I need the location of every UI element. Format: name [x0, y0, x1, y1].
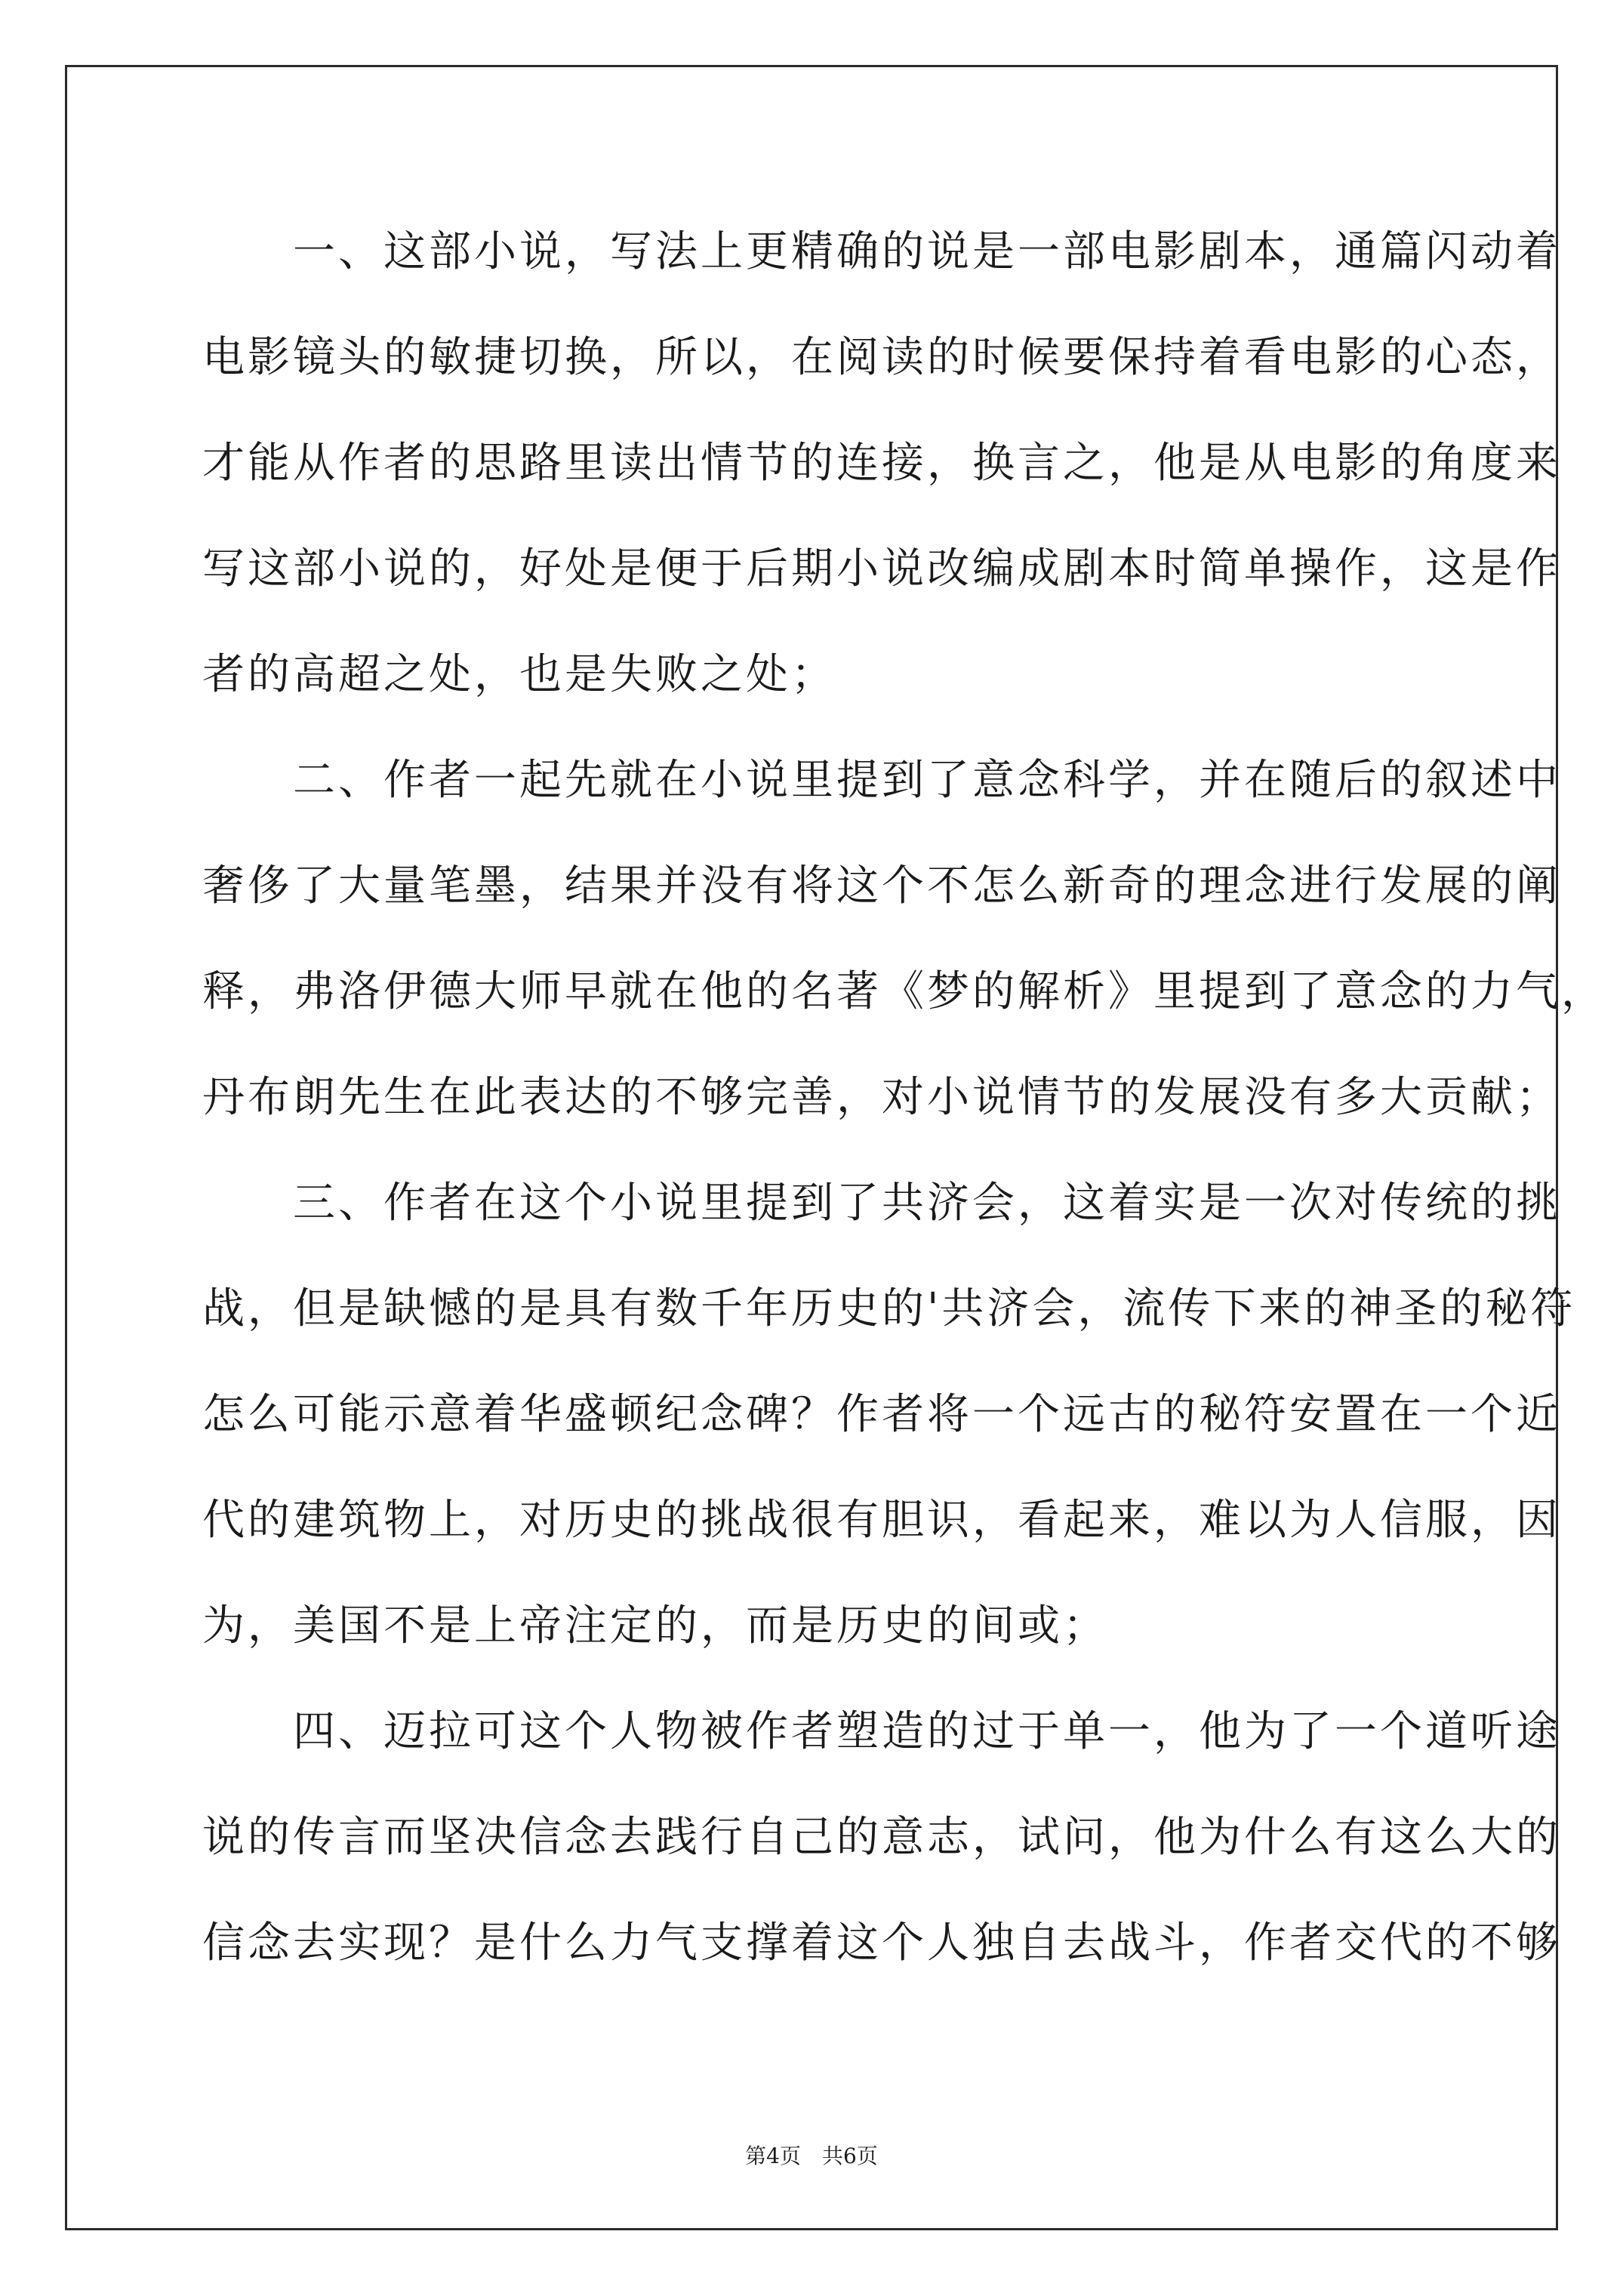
text-line: 三、作者在这个小说里提到了共济会，这着实是一次对传统的挑 — [202, 1179, 1561, 1228]
text-line: 四、迈拉可这个人物被作者塑造的过于单一，他为了一个道听途 — [202, 1707, 1561, 1756]
text-line: 写这部小说的，好处是便于后期小说改编成剧本时简单操作，这是作 — [202, 544, 1561, 593]
text-line: 者的高超之处，也是失败之处； — [202, 650, 836, 699]
text-line: 说的传言而坚决信念去践行自己的意志，试问，他为什么有这么大的 — [202, 1813, 1561, 1862]
text-line: 丹布朗先生在此表达的不够完善，对小说情节的发展没有多大贡献； — [202, 1073, 1561, 1122]
text-line: 为，美国不是上帝注定的，而是历史的间或； — [202, 1601, 1108, 1650]
text-line: 二、作者一起先就在小说里提到了意念科学，并在随后的叙述中 — [202, 756, 1561, 805]
text-line: 释，弗洛伊德大师早就在他的名著《梦的解析》里提到了意念的力气， — [202, 967, 1606, 1016]
text-line: 一、这部小说，写法上更精确的说是一部电影剧本，通篇闪动着 — [202, 227, 1561, 276]
text-line: 奢侈了大量笔墨，结果并没有将这个不怎么新奇的理念进行发展的阐 — [202, 861, 1561, 911]
text-line: 代的建筑物上，对历史的挑战很有胆识，看起来，难以为人信服，因 — [202, 1496, 1561, 1545]
text-line: 电影镜头的敏捷切换，所以，在阅读的时候要保持着看电影的心态， — [202, 333, 1561, 382]
text-line: 信念去实现？是什么力气支撑着这个人独自去战斗，作者交代的不够 — [202, 1918, 1561, 1968]
page-number-footer: 第4页 共6页 — [745, 2143, 878, 2168]
text-line: 怎么可能示意着华盛顿纪念碑？作者将一个远古的秘符安置在一个近 — [202, 1390, 1561, 1439]
page-border — [65, 65, 1606, 2230]
text-line: 战，但是缺憾的是具有数千年历史的'共济会，流传下来的神圣的秘符 — [202, 1284, 1576, 1333]
text-line: 才能从作者的思路里读出情节的连接，换言之，他是从电影的角度来 — [202, 439, 1561, 488]
